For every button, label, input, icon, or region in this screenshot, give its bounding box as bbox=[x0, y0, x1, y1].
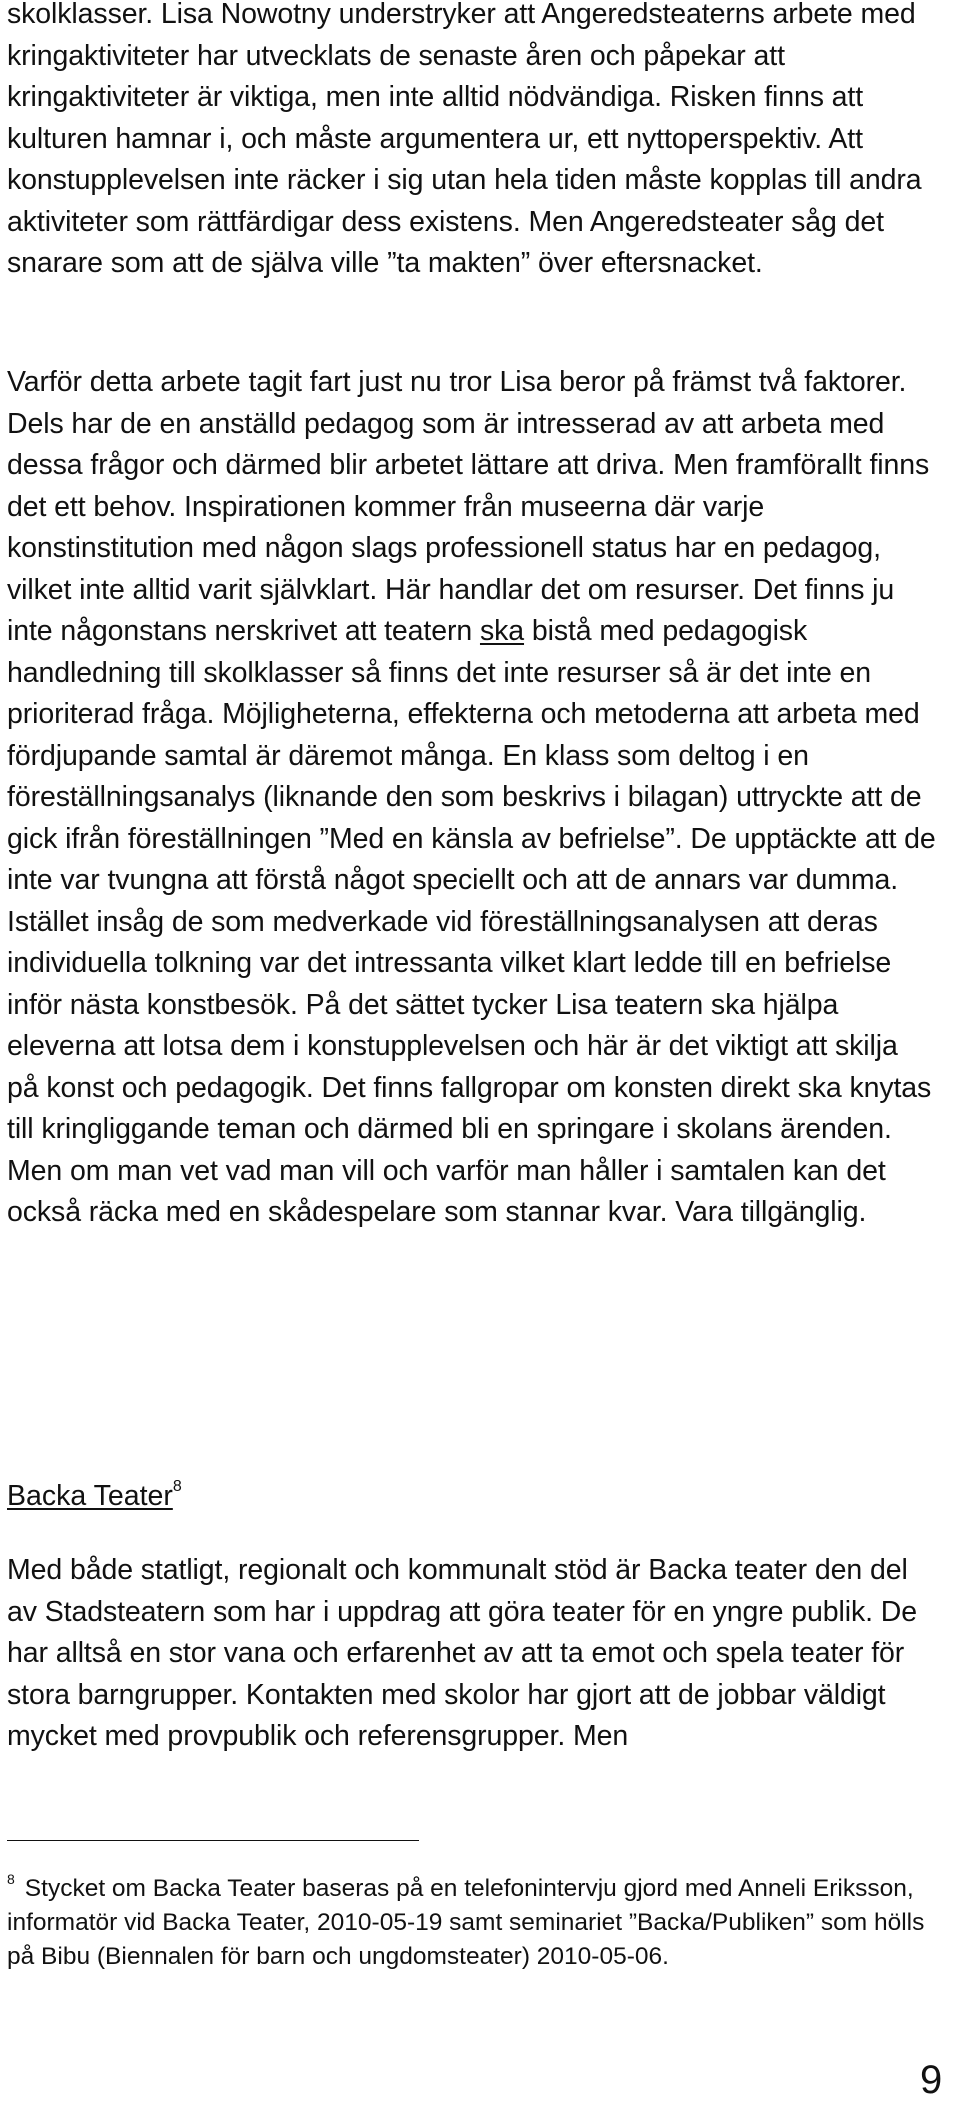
footnote-marker: 8 bbox=[7, 1871, 15, 1887]
paragraph-text-part: Varför detta arbete tagit fart just nu tror Lisa beror på främst två faktorer. Dels har de en anställd pedagog som är intresserad av att arbeta med dessa frågor och därmed blir arbetet lättare att driva. Men framförallt finns det ett behov. Inspirationen kommer från museerna där varje konstinstitution med någon slags professionell status har en pedagog, vilket inte alltid varit självklart. Här handlar det om resurser. Det finns ju inte någonstans nerskrivet att teatern bbox=[7, 366, 930, 647]
footnote-reference: 8 bbox=[172, 1478, 182, 1495]
footnote-divider bbox=[7, 1840, 419, 1841]
footnote-text: Stycket om Backa Teater baseras på en telefonintervju gjord med Anneli Eriksson, informatör vid Backa Teater, 2010-05-19 samt seminariet ”Backa/Publiken” som hölls på Bibu (Biennalen för barn och ungdomsteater) 2010-05-06. bbox=[7, 1875, 925, 1970]
footnote bbox=[7, 1862, 937, 1974]
paragraph-backa-teater: Med både statligt, regionalt och kommunalt stöd är Backa teater den del av Stadsteatern som har i uppdrag att göra teater för en yngre publik. De har alltså en stor vana och erfarenhet av att ta emot och spela teater för stora barngrupper. Kontakten med skolor har gjort att de jobbar väldigt mycket med provpublik och referensgrupper. Men bbox=[7, 1554, 917, 1752]
paragraph-text-part: bistå med pedagogisk handledning till skolklasser så finns det inte resurser så är det inte en prioriterad fråga. Möjligheterna, effekterna och metoderna att arbeta med fördjupande samtal är däremot många. En klass som deltog i en föreställningsanalys (liknande den som beskrivs i bilagan) uttryckte att de gick ifrån föreställningen ”Med en känsla av befrielse”. De upptäckte att de inte var tvungna att förstå något speciellt och att de annars var dumma. Istället insåg de som medverkade vid föreställningsanalysen att deras individuella tolkning var det intressanta vilket klart ledde till en befrielse inför nästa konstbesök. På det sättet tycker Lisa teatern ska hjälpa eleverna att lotsa dem i konstupplevelsen och här är det viktigt att skilja på konst och pedagogik. Det finns fallgropar om konsten direkt ska knytas till kringliggande teman och därmed bli en springare i skolans ärenden. Men om man vet vad man vill och varför man håller i samtalen kan det också räcka med en skådespelare som stannar kvar. Vara tillgänglig. bbox=[7, 615, 936, 1228]
section-heading-backa-teater bbox=[7, 1466, 182, 1518]
paragraph-reasons bbox=[7, 362, 937, 1234]
page-number: 9 bbox=[920, 2058, 943, 2102]
paragraph-angeredsteater: skolklasser. Lisa Nowotny understryker att Angeredsteaterns arbete med kringaktiviteter har utvecklats de senaste åren och påpekar att kringaktiviteter är viktiga, men inte alltid nödvändiga. Risken finns att kulturen hamnar i, och måste argumentera ur, ett nyttoperspektiv. Att konstupplevelsen inte räcker i sig utan hela tiden måste kopplas till andra aktiviteter som rättfärdigar dess existens. Men Angeredsteater såg det snarare som att de själva ville ”ta makten” över eftersnacket. bbox=[7, 0, 922, 279]
section-heading-text: Backa Teater bbox=[7, 1480, 173, 1512]
underlined-word-ska: ska bbox=[479, 615, 525, 647]
